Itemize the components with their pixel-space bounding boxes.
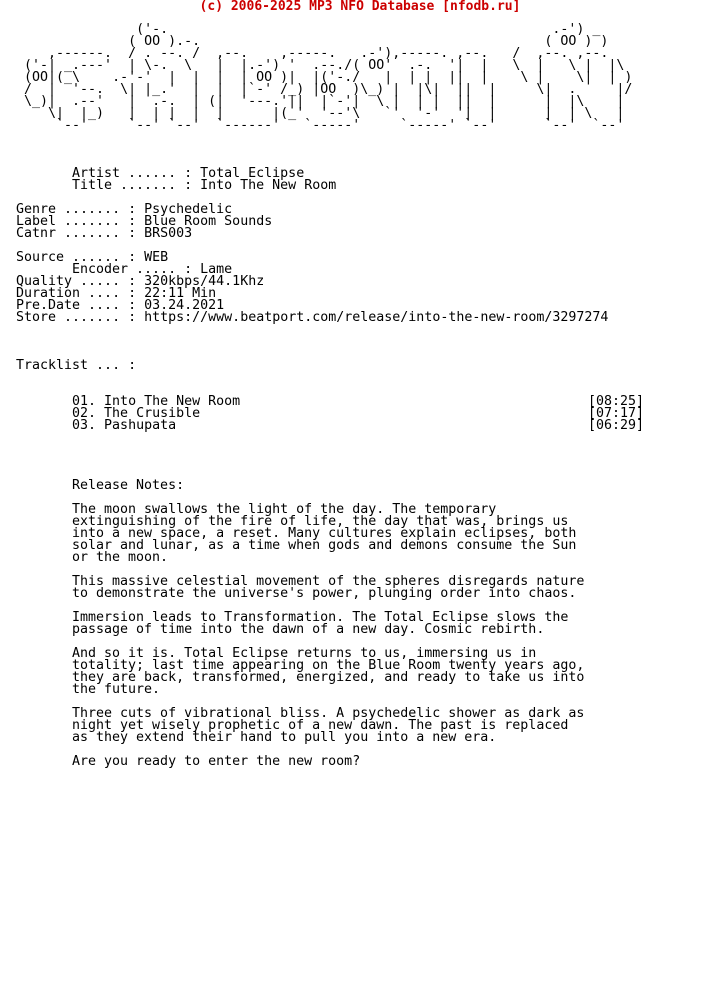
track-time: [06:29] (587, 418, 644, 433)
tracklist (72, 396, 644, 432)
release-info-tech (16, 252, 608, 324)
store-line: Store ....... : https://www.beatport.com/release/into-the-new-room/3297274 (16, 310, 609, 325)
release-notes-paragraph: Immersion leads to Transformation. The Total Eclipse slows the passage of time into the dawn of a new day. Cosmic rebirth. (72, 610, 569, 637)
duration-value: 22:11 Min (144, 286, 217, 301)
duration-line: Duration .... : 22:11 Min (16, 286, 217, 301)
quality-line: Quality ..... : 320kbps/44.1Khz (16, 274, 265, 289)
source-value: WEB (144, 250, 169, 265)
catnr-value: BRS003 (144, 226, 193, 241)
track-name: Into The New Room (104, 394, 241, 409)
release-notes-paragraph: Are you ready to enter the new room? (72, 754, 361, 769)
encoder-line: Encoder ..... : Lame (72, 262, 233, 277)
track-number: 03. (72, 418, 97, 433)
track-time: [07:17] (587, 406, 644, 421)
track-name: Pashupata (104, 418, 177, 433)
genre-line: Genre ....... : Psychedelic (16, 202, 233, 217)
tracklist-heading: Tracklist ... : (16, 358, 137, 373)
release-notes-paragraph: The moon swallows the light of the day. The temporary extinguishing of the fire of life, the day that was, brings us into a new space, a reset. Many cultures explain eclipses, both solar and lunar, as a time when gods and demons consume the Sun or the moon. (72, 502, 577, 565)
release-info-meta (16, 204, 272, 240)
catnr-line: Catnr ....... : BRS003 (16, 226, 193, 241)
title-line: Title ....... : Into The New Room (72, 178, 337, 193)
predate-value: 03.24.2021 (144, 298, 225, 313)
predate-line: Pre.Date .... : 03.24.2021 (16, 298, 225, 313)
track-number: 01. (72, 394, 97, 409)
track-row (72, 420, 644, 432)
encoder-value: Lame (200, 262, 233, 277)
track-number: 02. (72, 406, 97, 421)
quality-value: 320kbps/44.1Khz (144, 274, 265, 289)
release-notes (72, 480, 612, 780)
store-url: https://www.beatport.com/release/into-the-new-room/3297274 (144, 310, 609, 325)
artist-line: Artist ...... : Total Eclipse (72, 166, 305, 181)
release-notes-paragraph: Three cuts of vibrational bliss. A psychedelic shower as dark as night yet wisely prophetic of a new dawn. The past is replaced as they extend their hand to pull you into a new era. (72, 706, 585, 745)
title-value: Into The New Room (200, 178, 337, 193)
ascii-logo: ('-. .-') _ ( OO ).-. ( OO ) ) ,------. / . --. / ,--. ,-----. .-'),-----. ,--. / ,--. ,--. ('-| _.---' | \-. \ | |.-') ' .--./( OO' .-. '| | \ | \ | |\ (OO|(_\ .-'-' | | | | OO )| |('-./ | | | || | \ | \| | ) / | '--. \| |_.' | | |`-' /_) |OO )\_) | |\| || | \| . |/ \_)| .--' | .-. | (| '---.'|| |`-'| \ | | | || | | |\ | \| |_) | | | | | |(_' '--'\ `' '-' '| | | | \ | `--' `--' `--' `------' `-----' `-----' `--' `--' `--' (24, 22, 633, 133)
genre-value: Psychedelic (144, 202, 233, 217)
label-line: Label ....... : Blue Room Sounds (16, 214, 273, 229)
artist-value: Total Eclipse (200, 166, 305, 181)
source-line: Source ...... : WEB (16, 250, 169, 265)
track-time: [08:25] (587, 394, 644, 409)
release-info-primary (72, 168, 336, 192)
copyright-header: (c) 2006-2025 MP3 NFO Database [nfodb.ru] (199, 0, 521, 14)
release-notes-paragraph: This massive celestial movement of the spheres disregards nature to demonstrate the universe's power, plunging order into chaos. (72, 574, 585, 601)
track-name: The Crusible (104, 406, 201, 421)
release-notes-heading: Release Notes: (72, 478, 185, 493)
release-notes-paragraph: And so it is. Total Eclipse returns to us, immersing us in totality; last time appearing on the Blue Room twenty years ago, they are back, transformed, energized, and ready to take us into the future. (72, 646, 585, 697)
label-value: Blue Room Sounds (144, 214, 273, 229)
